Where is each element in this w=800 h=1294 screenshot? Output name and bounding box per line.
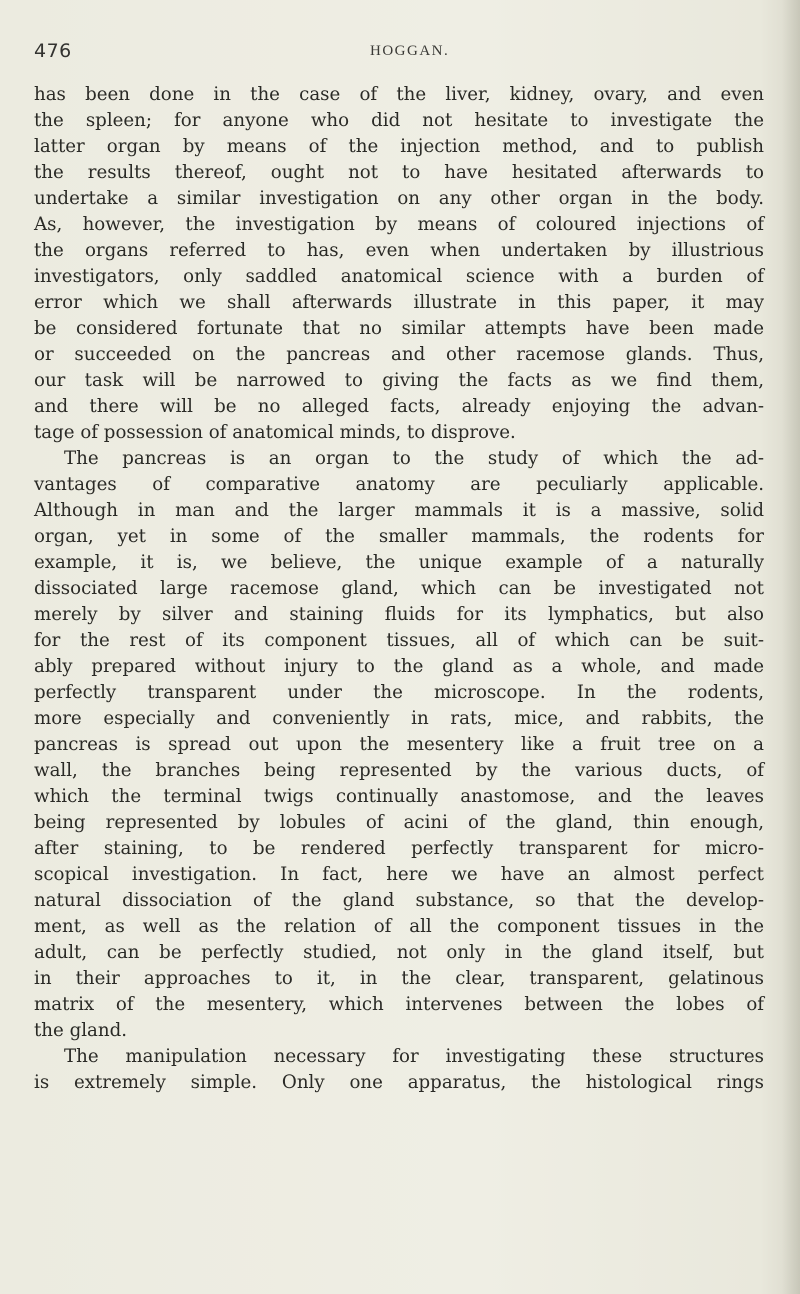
- text-line: the gland.: [34, 1020, 128, 1041]
- text-line: for the rest of its component tissues, all of which can be suit-: [34, 630, 764, 651]
- text-line: The manipulation necessary for investigating these structures: [64, 1046, 764, 1067]
- text-line: vantages of comparative anatomy are peculiarly applicable.: [34, 474, 764, 495]
- text-line: ably prepared without injury to the gland as a whole, and made: [34, 656, 764, 677]
- text-line: The pancreas is an organ to the study of which the ad-: [64, 448, 764, 469]
- text-line: or succeeded on the pancreas and other racemose glands. Thus,: [34, 344, 764, 365]
- text-line: example, it is, we believe, the unique example of a naturally: [34, 552, 764, 573]
- page-edge-shadow: [782, 0, 800, 1294]
- text-line: As, however, the investigation by means of coloured injections of: [34, 214, 764, 235]
- text-line: Although in man and the larger mammals it is a massive, solid: [34, 500, 764, 521]
- text-line: after staining, to be rendered perfectly transparent for micro-: [34, 838, 764, 859]
- body-text: [34, 82, 764, 1096]
- text-line: merely by silver and staining fluids for its lymphatics, but also: [34, 604, 764, 625]
- running-head: HOGGAN.: [370, 43, 450, 59]
- page-header: [0, 40, 800, 68]
- text-line: natural dissociation of the gland substance, so that the develop-: [34, 890, 764, 911]
- text-line: be considered fortunate that no similar attempts have been made: [34, 318, 764, 339]
- text-line: perfectly transparent under the microscope. In the rodents,: [34, 682, 764, 703]
- text-line: the spleen; for anyone who did not hesitate to investigate the: [34, 110, 764, 131]
- text-line: pancreas is spread out upon the mesentery like a fruit tree on a: [34, 734, 764, 755]
- text-line: is extremely simple. Only one apparatus, the histological rings: [34, 1072, 764, 1093]
- text-line: has been done in the case of the liver, kidney, ovary, and even: [34, 84, 764, 105]
- text-line: error which we shall afterwards illustrate in this paper, it may: [34, 292, 764, 313]
- text-line: latter organ by means of the injection method, and to publish: [34, 136, 764, 157]
- text-line: the organs referred to has, even when undertaken by illustrious: [34, 240, 764, 261]
- text-line: wall, the branches being represented by the various ducts, of: [34, 760, 764, 781]
- text-line: more especially and conveniently in rats, mice, and rabbits, the: [34, 708, 764, 729]
- text-line: ment, as well as the relation of all the component tissues in the: [34, 916, 764, 937]
- text-line: tage of possession of anatomical minds, to disprove.: [34, 422, 516, 443]
- text-line: being represented by lobules of acini of the gland, thin enough,: [34, 812, 764, 833]
- text-line: organ, yet in some of the smaller mammals, the rodents for: [34, 526, 764, 547]
- text-line: and there will be no alleged facts, already enjoying the advan-: [34, 396, 764, 417]
- text-line: in their approaches to it, in the clear, transparent, gelatinous: [34, 968, 764, 989]
- text-line: matrix of the mesentery, which intervenes between the lobes of: [34, 994, 764, 1015]
- text-line: dissociated large racemose gland, which can be investigated not: [34, 578, 764, 599]
- text-line: which the terminal twigs continually anastomose, and the leaves: [34, 786, 764, 807]
- text-line: adult, can be perfectly studied, not only in the gland itself, but: [34, 942, 764, 963]
- text-line: scopical investigation. In fact, here we have an almost perfect: [34, 864, 764, 885]
- page-number: 476: [34, 40, 72, 62]
- text-line: undertake a similar investigation on any other organ in the body.: [34, 188, 764, 209]
- text-line: the results thereof, ought not to have hesitated afterwards to: [34, 162, 764, 183]
- text-line: investigators, only saddled anatomical science with a burden of: [34, 266, 764, 287]
- text-line: our task will be narrowed to giving the facts as we find them,: [34, 370, 764, 391]
